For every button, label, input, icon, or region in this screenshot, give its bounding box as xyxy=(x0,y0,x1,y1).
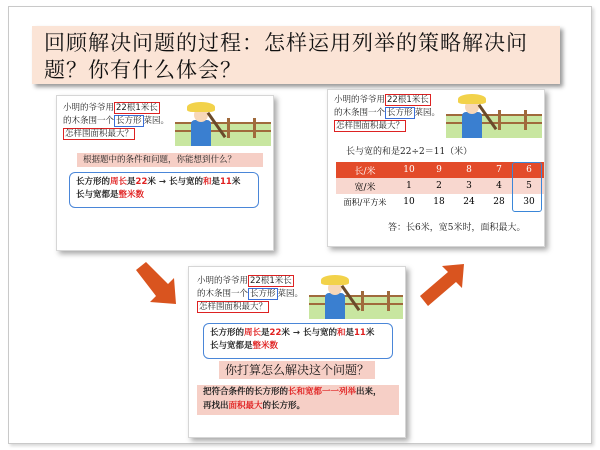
table-cell: 3 xyxy=(454,178,484,194)
table-cell: 10 xyxy=(394,194,424,210)
problem-line2-c: 菜园。 xyxy=(143,116,170,126)
c1-t9: 11 xyxy=(220,177,232,187)
p2-l2b: 长方形 xyxy=(387,108,413,118)
slide-title: 回顾解决问题的过程：怎样运用列举的策略解决问题？你有什么体会？ xyxy=(44,31,528,82)
problem-text-3 xyxy=(197,275,307,314)
plan-e: 面积最大 xyxy=(228,401,263,411)
c1-t7: 和 xyxy=(202,177,212,187)
c1-t11: 长与宽都是 xyxy=(76,190,119,200)
table-cell: 9 xyxy=(424,162,454,178)
card-strategy xyxy=(188,266,406,438)
p3-l2b: 长方形 xyxy=(250,289,276,299)
table-cell: 30 xyxy=(514,194,544,210)
c3-t9: 11 xyxy=(354,328,366,338)
c3-t12: 整米数 xyxy=(252,341,279,351)
table-cell: 18 xyxy=(424,194,454,210)
p3-l2a: 的木条围一个 xyxy=(197,289,249,299)
problem-line2-a: 的木条围一个 xyxy=(63,116,115,126)
p3-l1b: 22根1米长 xyxy=(250,276,292,286)
c3-t5: 米 xyxy=(281,328,290,338)
plan-d: 再找出 xyxy=(203,401,229,411)
table-cell: 28 xyxy=(484,194,514,210)
strategy-question: 你打算怎么解决这个问题？ xyxy=(219,361,375,379)
table-cell: 7 xyxy=(484,162,514,178)
card-table xyxy=(327,89,545,247)
arrow-down-right-icon xyxy=(132,262,182,308)
c1-t12: 整米数 xyxy=(118,190,145,200)
table-cell: 1 xyxy=(394,178,424,194)
table-cell: 10 xyxy=(394,162,424,178)
p2-l2a: 的木条围一个 xyxy=(334,108,386,118)
c1-arrow: → xyxy=(158,177,166,187)
row-label-area: 面积/平方米 xyxy=(336,194,394,210)
table-cell: 8 xyxy=(454,162,484,178)
c1-t10: 米 xyxy=(231,177,241,187)
c3-t7: 和 xyxy=(336,328,346,338)
c3-t3: 是 xyxy=(261,328,270,338)
c3-t11: 长与宽都是 xyxy=(210,341,253,351)
plan-a: 把符合条件的长方形的 xyxy=(203,387,289,397)
c1-t1: 长方形的 xyxy=(76,177,111,187)
p2-l1b: 22根1米长 xyxy=(387,95,429,105)
condition-box xyxy=(69,172,259,208)
problem-line2-b: 长方形 xyxy=(116,116,142,126)
card-analysis xyxy=(56,95,274,251)
c3-t2: 周长 xyxy=(244,328,262,338)
row-label-length: 长/米 xyxy=(336,162,394,178)
p2-l2c: 菜园。 xyxy=(414,108,441,118)
p3-l1a: 小明的爷爷用 xyxy=(197,276,249,286)
analysis-prompt: 根据题中的条件和问题，你能想到什么？ xyxy=(77,153,263,167)
arrow-up-right-icon xyxy=(418,262,466,308)
condition-box-2 xyxy=(203,323,393,359)
problem-text xyxy=(63,102,173,141)
p2-l3: 怎样围面积最大？ xyxy=(336,121,405,131)
farmer-illustration-2 xyxy=(446,90,542,138)
p3-l3: 怎样围面积最大？ xyxy=(199,302,268,312)
c3-t6: 长与宽的 xyxy=(302,328,337,338)
table-cell: 4 xyxy=(484,178,514,194)
max-area-highlight xyxy=(512,162,542,212)
plan-f: 的长方形。 xyxy=(262,401,306,411)
c3-t8: 是 xyxy=(345,328,355,338)
row-label-width: 宽/米 xyxy=(336,178,394,194)
c1-t3: 是 xyxy=(127,177,136,187)
c3-t1: 长方形的 xyxy=(210,328,245,338)
c3-arrow: → xyxy=(292,328,300,338)
problem-line3: 怎样围面积最大？ xyxy=(65,129,134,139)
c1-t5: 米 xyxy=(147,177,156,187)
p3-l2c: 菜园。 xyxy=(277,289,304,299)
c1-t2: 周长 xyxy=(110,177,128,187)
table-cell: 5 xyxy=(514,178,544,194)
table-cell: 2 xyxy=(424,178,454,194)
farmer-illustration xyxy=(175,98,271,146)
plan-b: 长和宽都一一列举 xyxy=(288,387,357,397)
problem-text-2 xyxy=(334,94,444,133)
problem-line1-a: 小明的爷爷用 xyxy=(63,103,115,113)
farmer-illustration-3 xyxy=(309,271,403,319)
c1-t8: 是 xyxy=(211,177,221,187)
c3-t4: 22 xyxy=(269,328,282,338)
c1-t4: 22 xyxy=(135,177,148,187)
table-cell: 6 xyxy=(514,162,544,178)
sum-line: 长与宽的和是22÷2＝11（米） xyxy=(346,147,473,157)
table-cell: 24 xyxy=(454,194,484,210)
p2-l1a: 小明的爷爷用 xyxy=(334,95,386,105)
problem-line1-b: 22根1米长 xyxy=(116,103,158,113)
c1-t6: 长与宽的 xyxy=(168,177,203,187)
title-banner xyxy=(32,26,560,84)
answer-line: 答：长6米，宽5米时，面积最大。 xyxy=(388,223,526,233)
c3-t10: 米 xyxy=(365,328,375,338)
plan-c: 出来， xyxy=(356,387,382,397)
strategy-plan xyxy=(197,385,399,415)
